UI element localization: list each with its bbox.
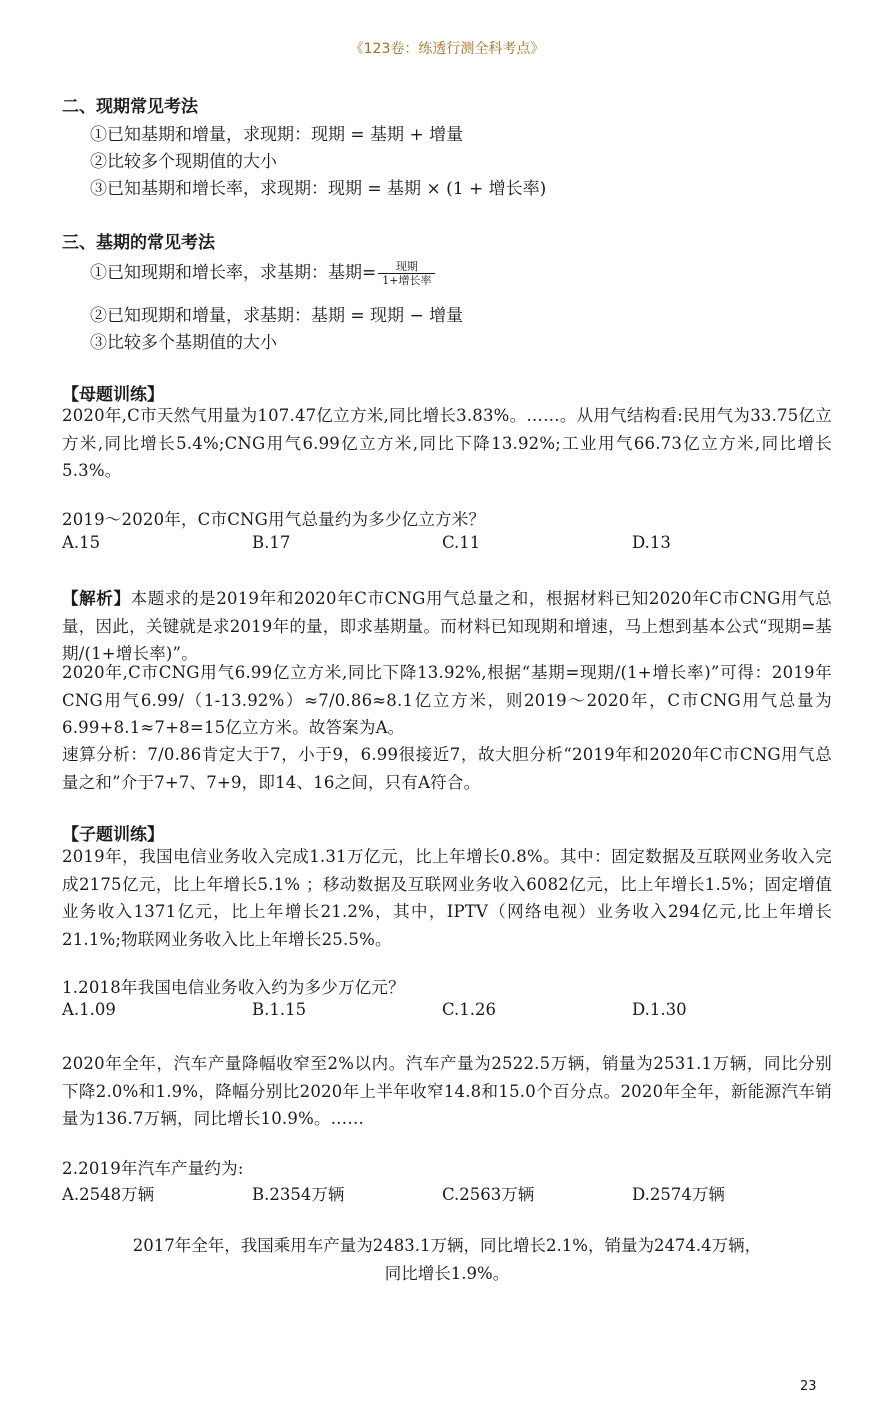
mother-analysis-1 bbox=[62, 585, 832, 668]
mother-title: 【母题训练】 bbox=[62, 385, 164, 405]
option-d: D.13 bbox=[632, 533, 671, 552]
analysis-text-1: 本题求的是2019年和2020年C市CNG用气总量之和，根据材料已知2020年C市CNG用气总量，因此，关键就是求2019年的量，即求基期量。而材料已知现期和增速，马上想到基本公式“现期=基期/(1+增长率)”。 bbox=[62, 589, 832, 663]
child-question-1: 1.2018年我国电信业务收入约为多少万亿元？ bbox=[62, 978, 405, 997]
mother-analysis-2: 2020年,C市CNG用气6.99亿立方米,同比下降13.92%,根据“基期=现期/(1+增长率)”可得：2019年CNG用气6.99/（1-13.92%）≈7/0.86≈8.1亿立方米，则2019～2020年，C市CNG用气总量为6.99+8.1≈7+8=15亿立方米。故答案为A。 bbox=[62, 663, 832, 737]
running-header: 《123卷：练透行测全科考点》 bbox=[349, 41, 545, 57]
section2-item-2: ②比较多个现期值的大小 bbox=[90, 152, 277, 172]
section2-item-1: ①已知基期和增量，求现期：现期 = 基期 + 增量 bbox=[90, 125, 464, 145]
child-material-2: 2020年全年，汽车产量降幅收窄至2%以内。汽车产量为2522.5万辆，销量为2531.1万辆，同比分别下降2.0%和1.9%，降幅分别比2020年上半年收窄14.8和15.0个百分点。2020年全年，新能源汽车销量为136.7万辆，同比增长10.9%。…… bbox=[62, 1054, 832, 1128]
page-number: 23 bbox=[800, 1379, 817, 1394]
fraction-denominator: 1+增长率 bbox=[382, 274, 432, 287]
section3-item-3: ③比较多个基期值的大小 bbox=[90, 333, 277, 353]
child-title: 【子题训练】 bbox=[62, 825, 164, 845]
section2-item-3: ③已知基期和增长率，求现期：现期 = 基期 × (1 + 增长率) bbox=[90, 179, 547, 199]
analysis-label: 【解析】 bbox=[62, 589, 131, 608]
option-c: C.1.26 bbox=[442, 1000, 497, 1019]
child-material-1: 2019年，我国电信业务收入完成1.31万亿元，比上年增长0.8%。其中：固定数据及互联网业务收入完成2175亿元，比上年增长5.1% ；移动数据及互联网业务收入6082亿元，比上年增长1.5%；固定增值业务收入1371亿元，比上年增长21.2%，其中，IPTV（网络电视）业务收入294亿元,比上年增长21.1%;物联网业务收入比上年增长25.5%。 bbox=[62, 847, 832, 949]
option-a: A.1.09 bbox=[62, 1000, 116, 1019]
mother-analysis-3: 速算分析：7/0.86肯定大于7，小于9，6.99很接近7，故大胆分析“2019年和2020年C市CNG用气总量之和”介于7+7、7+9，即14、16之间，只有A符合。 bbox=[62, 745, 832, 792]
section3-item-1-text: ①已知现期和增长率，求基期：基期= bbox=[90, 263, 377, 283]
section3-title: 三、基期的常见考法 bbox=[62, 233, 215, 253]
fraction-formula bbox=[378, 260, 435, 287]
child-question-2: 2.2019年汽车产量约为: bbox=[62, 1159, 244, 1178]
option-a: A.15 bbox=[62, 533, 101, 552]
option-b: B.1.15 bbox=[252, 1000, 307, 1019]
section2-title: 二、现期常见考法 bbox=[62, 97, 198, 117]
child-q2-options bbox=[62, 1181, 832, 1207]
option-b: B.17 bbox=[252, 533, 291, 552]
fraction-numerator: 现期 bbox=[378, 260, 435, 274]
mother-material: 2020年,C市天然气用量为107.47亿立方米,同比增长3.83%。……。从用气结构看:民用气为33.75亿立方米,同比增长5.4%;CNG用气6.99亿立方米,同比下降13.92%;工业用气66.73亿立方米,同比增长5.3%。 bbox=[62, 406, 832, 480]
section3-item-2: ②已知现期和增量，求基期：基期 = 现期 − 增量 bbox=[90, 306, 464, 326]
child-material-3 bbox=[62, 1232, 832, 1287]
option-a: A.2548万辆 bbox=[62, 1185, 155, 1204]
child-material-3-line-2: 同比增长1.9%。 bbox=[384, 1263, 510, 1283]
mother-question: 2019～2020年，C市CNG用气总量约为多少亿立方米？ bbox=[62, 510, 486, 529]
child-q1-options bbox=[62, 1000, 832, 1026]
option-c: C.11 bbox=[442, 533, 481, 552]
option-c: C.2563万辆 bbox=[442, 1185, 535, 1204]
option-d: D.2574万辆 bbox=[632, 1185, 725, 1204]
section3-item-1 bbox=[90, 258, 435, 287]
option-b: B.2354万辆 bbox=[252, 1185, 345, 1204]
option-d: D.1.30 bbox=[632, 1000, 687, 1019]
mother-options bbox=[62, 533, 832, 559]
child-material-3-line-1: 2017年全年，我国乘用车产量为2483.1万辆，同比增长2.1%，销量为2474.4万辆， bbox=[132, 1236, 762, 1255]
